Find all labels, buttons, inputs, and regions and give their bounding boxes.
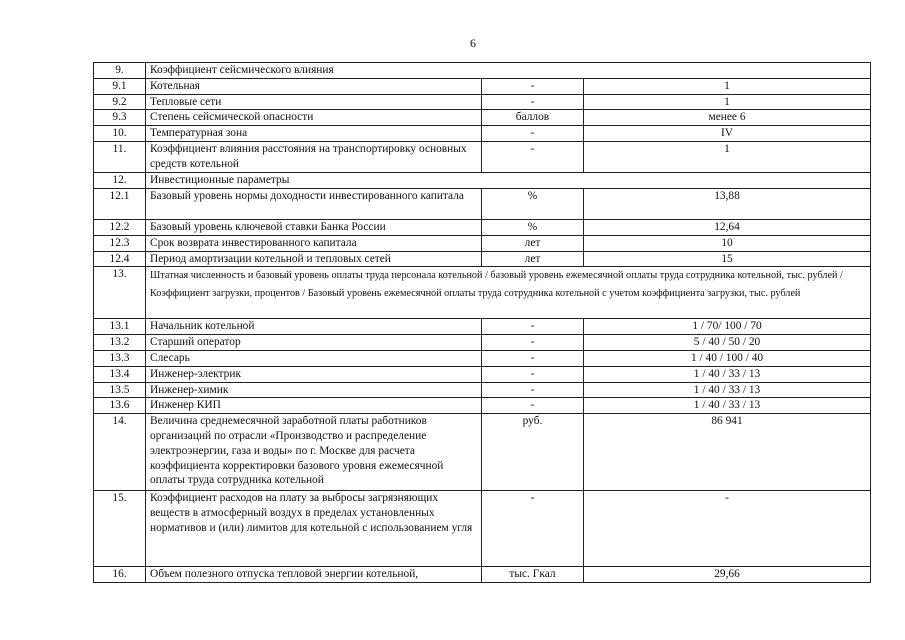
- row-unit: %: [482, 188, 584, 219]
- row-value: -: [584, 491, 871, 567]
- parameters-table: [93, 62, 871, 583]
- table-row: [94, 78, 871, 94]
- row-label: Коэффициент расходов на плату за выбросы загрязняющих веществ в атмосферный воздух в пределах установленных нормативов и (или) лимитов для котельной с использованием угля: [146, 491, 482, 567]
- row-number: 14.: [94, 414, 146, 491]
- row-label: Инженер КИП: [146, 398, 482, 414]
- row-label: Котельная: [146, 78, 482, 94]
- table-row: [94, 235, 871, 251]
- row-number: 12.: [94, 172, 146, 188]
- table-row: [94, 382, 871, 398]
- row-value: 1 / 40 / 33 / 13: [584, 366, 871, 382]
- row-number: 16.: [94, 567, 146, 583]
- row-label: Инженер-химик: [146, 382, 482, 398]
- row-unit: лет: [482, 235, 584, 251]
- row-unit: -: [482, 491, 584, 567]
- row-number: 13.1: [94, 319, 146, 335]
- row-unit: баллов: [482, 110, 584, 126]
- row-unit: -: [482, 398, 584, 414]
- row-number: 13.2: [94, 335, 146, 351]
- table-row: [94, 319, 871, 335]
- table-row: [94, 267, 871, 319]
- section-heading: Коэффициент сейсмического влияния: [146, 63, 871, 79]
- row-unit: -: [482, 78, 584, 94]
- row-value: 29,66: [584, 567, 871, 583]
- row-unit: -: [482, 126, 584, 142]
- row-label: Величина среднемесячной заработной платы работников организаций по отрасли «Производство и распределение электроэнергии, газа и воды» по г. Москве для расчета коэффициента корректировки базового уровня ежемесячной оплаты труда сотрудника котельной: [146, 414, 482, 491]
- table-row: [94, 219, 871, 235]
- page-number: 6: [470, 36, 476, 50]
- row-number: 12.1: [94, 188, 146, 219]
- table-row: [94, 110, 871, 126]
- row-unit: -: [482, 319, 584, 335]
- row-number: 12.3: [94, 235, 146, 251]
- row-label: Температурная зона: [146, 126, 482, 142]
- row-value: 86 941: [584, 414, 871, 491]
- row-value: менее 6: [584, 110, 871, 126]
- row-unit: %: [482, 219, 584, 235]
- row-number: 13.6: [94, 398, 146, 414]
- row-unit: руб.: [482, 414, 584, 491]
- row-unit: -: [482, 382, 584, 398]
- row-unit: -: [482, 350, 584, 366]
- row-value: 1 / 40 / 100 / 40: [584, 350, 871, 366]
- row-label: Объем полезного отпуска тепловой энергии котельной,: [146, 567, 482, 583]
- table-row: [94, 350, 871, 366]
- row-label: Степень сейсмической опасности: [146, 110, 482, 126]
- table-row: [94, 94, 871, 110]
- row-value: 10: [584, 235, 871, 251]
- row-label: Коэффициент влияния расстояния на транспортировку основных средств котельной: [146, 141, 482, 172]
- table-row: [94, 366, 871, 382]
- row-number: 10.: [94, 126, 146, 142]
- row-label: Слесарь: [146, 350, 482, 366]
- row-number: 11.: [94, 141, 146, 172]
- table-row: [94, 172, 871, 188]
- row-value: 1: [584, 94, 871, 110]
- row-value: 12,64: [584, 219, 871, 235]
- section-heading: Инвестиционные параметры: [146, 172, 871, 188]
- row-unit: -: [482, 94, 584, 110]
- row-label: Базовый уровень ключевой ставки Банка России: [146, 219, 482, 235]
- table-row: [94, 141, 871, 172]
- row-label: Период амортизации котельной и тепловых сетей: [146, 251, 482, 267]
- row-label: Старший оператор: [146, 335, 482, 351]
- row-unit: -: [482, 335, 584, 351]
- row-number: 9.1: [94, 78, 146, 94]
- row-number: 13.5: [94, 382, 146, 398]
- table-row: [94, 126, 871, 142]
- row-value: 5 / 40 / 50 / 20: [584, 335, 871, 351]
- row-label: Базовый уровень нормы доходности инвестированного капитала: [146, 188, 482, 219]
- row-value: 1 / 70/ 100 / 70: [584, 319, 871, 335]
- row-value: IV: [584, 126, 871, 142]
- row-number: 9.3: [94, 110, 146, 126]
- table-row: [94, 335, 871, 351]
- table-row: [94, 567, 871, 583]
- row-value: 13,88: [584, 188, 871, 219]
- row-unit: тыс. Гкал: [482, 567, 584, 583]
- table-row: [94, 251, 871, 267]
- row-value: 1 / 40 / 33 / 13: [584, 382, 871, 398]
- row-number: 13.3: [94, 350, 146, 366]
- row-value: 1: [584, 141, 871, 172]
- row-value: 1: [584, 78, 871, 94]
- row-number: 9.2: [94, 94, 146, 110]
- row-number: 12.4: [94, 251, 146, 267]
- row-unit: лет: [482, 251, 584, 267]
- row-unit: -: [482, 141, 584, 172]
- row-label: Инженер-электрик: [146, 366, 482, 382]
- row-unit: -: [482, 366, 584, 382]
- table-row: [94, 188, 871, 219]
- table-row: [94, 63, 871, 79]
- row-number: 13.4: [94, 366, 146, 382]
- row-value: 1 / 40 / 33 / 13: [584, 398, 871, 414]
- table-row: [94, 491, 871, 567]
- section-heading: Штатная численность и базовый уровень оплаты труда персонала котельной / базовый уровень ежемесячной оплаты труда сотрудника котельной, тыс. рублей / Коэффициент загрузки, процентов / Базовый уровень ежемесячной оплаты труда сотрудника котельной с учетом коэффициента загрузки, тыс. рублей: [146, 267, 871, 319]
- table-row: [94, 398, 871, 414]
- row-number: 9.: [94, 63, 146, 79]
- row-label: Начальник котельной: [146, 319, 482, 335]
- row-label: Срок возврата инвестированного капитала: [146, 235, 482, 251]
- row-value: 15: [584, 251, 871, 267]
- table-row: [94, 414, 871, 491]
- row-number: 12.2: [94, 219, 146, 235]
- row-number: 13.: [94, 267, 146, 319]
- row-number: 15.: [94, 491, 146, 567]
- row-label: Тепловые сети: [146, 94, 482, 110]
